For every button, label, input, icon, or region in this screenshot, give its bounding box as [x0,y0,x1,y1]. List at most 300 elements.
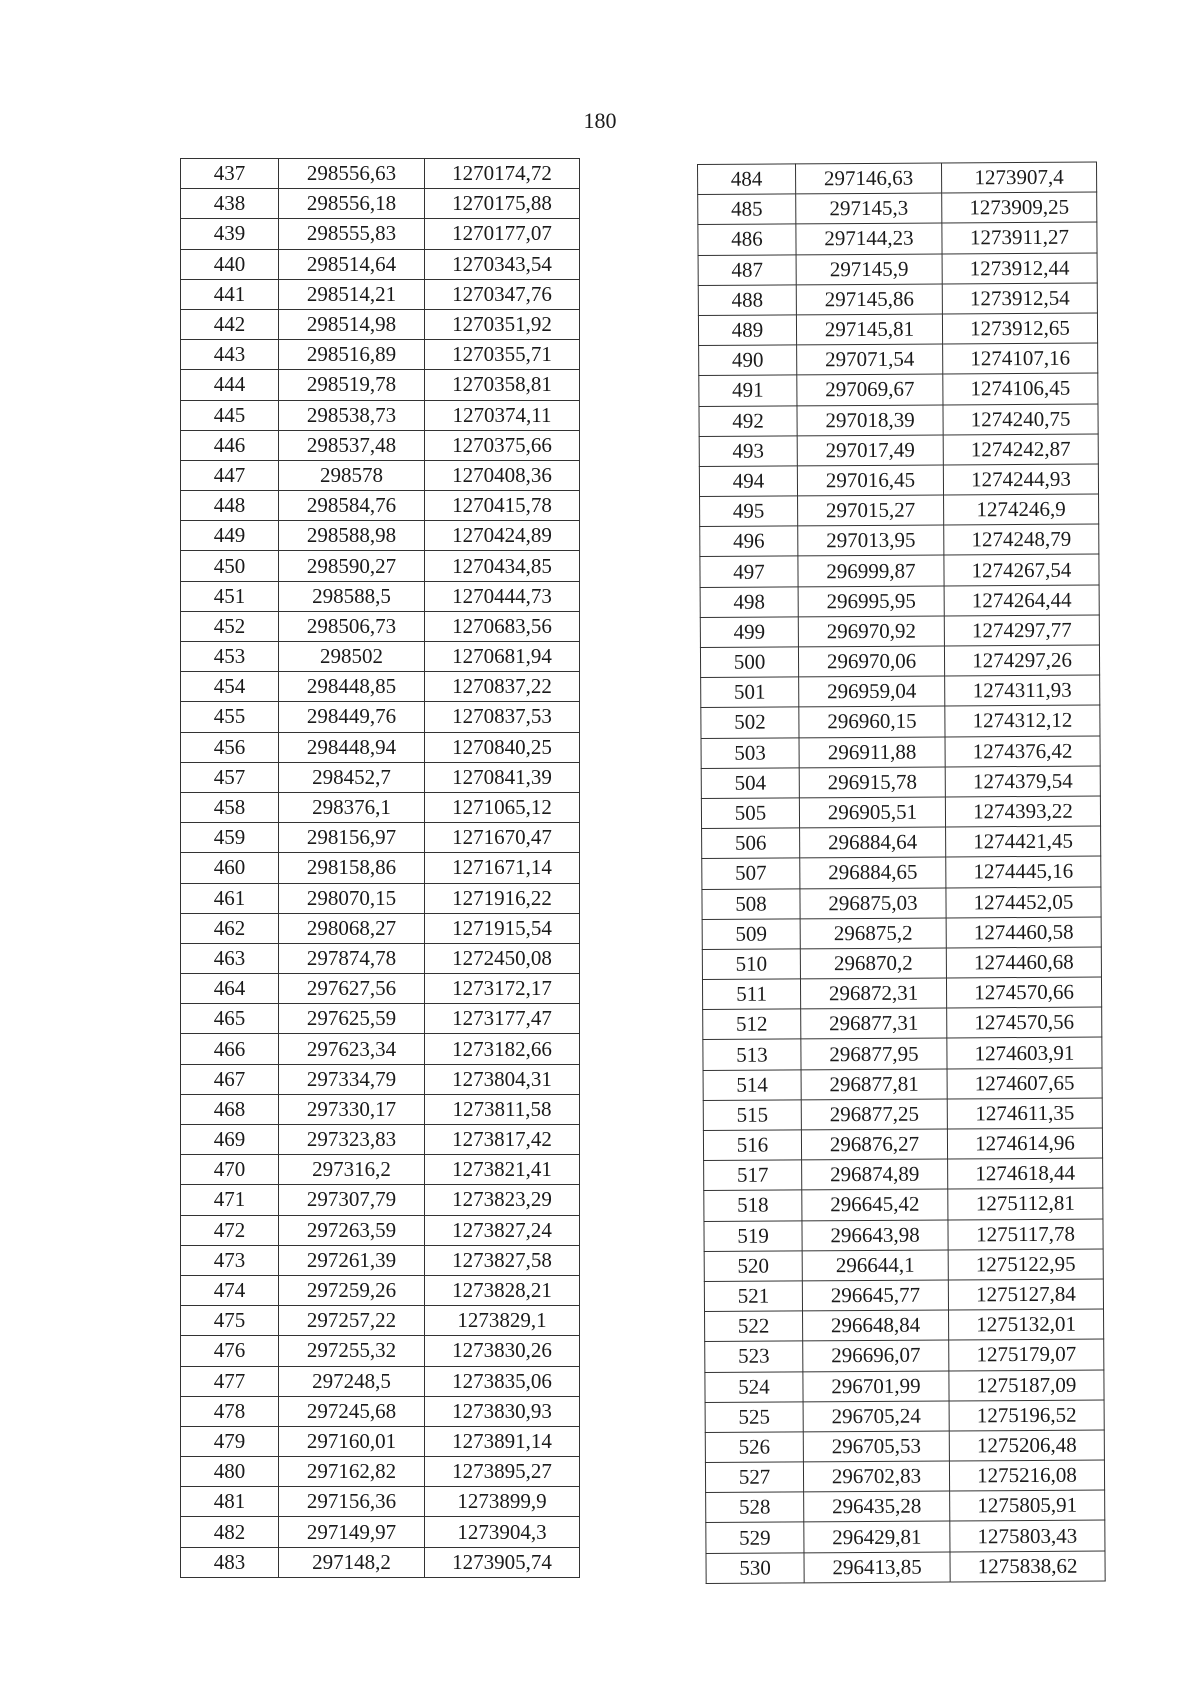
table-row [181,1004,580,1034]
table-row [704,1219,1103,1252]
table-row [181,340,580,370]
point-number-cell: 508 [702,888,800,919]
point-number-cell: 443 [181,340,279,370]
table-row [181,943,580,973]
table-row [181,521,580,551]
table-row [706,1520,1105,1553]
x-coordinate-cell: 296884,64 [800,827,946,858]
y-coordinate-cell: 1273828,21 [425,1275,580,1305]
x-coordinate-cell: 297162,82 [279,1457,425,1487]
point-number-cell: 458 [181,792,279,822]
point-number-cell: 514 [703,1070,801,1101]
table-row [702,856,1101,889]
table-row [701,705,1100,738]
point-number-cell: 473 [181,1245,279,1275]
table-row [181,762,580,792]
x-coordinate-cell: 296702,83 [803,1461,949,1492]
x-coordinate-cell: 298158,86 [279,853,425,883]
x-coordinate-cell: 297018,39 [797,405,943,436]
x-coordinate-cell: 297145,9 [796,254,942,285]
table-row [705,1309,1104,1342]
point-number-cell: 445 [181,400,279,430]
x-coordinate-cell: 296701,99 [803,1370,949,1401]
x-coordinate-cell: 297257,22 [279,1306,425,1336]
point-number-cell: 499 [700,617,798,648]
point-number-cell: 485 [698,194,796,225]
table-row [699,343,1098,376]
point-number-cell: 525 [705,1402,803,1433]
point-number-cell: 512 [703,1009,801,1040]
point-number-cell: 501 [701,677,799,708]
x-coordinate-cell: 298448,94 [279,732,425,762]
point-number-cell: 504 [701,768,799,799]
x-coordinate-cell: 298452,7 [279,762,425,792]
point-number-cell: 449 [181,521,279,551]
point-number-cell: 457 [181,762,279,792]
point-number-cell: 479 [181,1426,279,1456]
y-coordinate-cell: 1275132,01 [949,1309,1104,1340]
table-row [181,1306,580,1336]
point-number-cell: 497 [700,556,798,587]
table-row [699,464,1098,497]
x-coordinate-cell: 297261,39 [279,1245,425,1275]
y-coordinate-cell: 1274393,22 [945,796,1100,827]
point-number-cell: 466 [181,1034,279,1064]
point-number-cell: 484 [698,164,796,195]
x-coordinate-cell: 296877,95 [801,1038,947,1069]
x-coordinate-cell: 296959,04 [799,676,945,707]
point-number-cell: 437 [181,159,279,189]
y-coordinate-cell: 1274379,54 [945,766,1100,797]
table-row [181,491,580,521]
x-coordinate-cell: 297248,5 [279,1366,425,1396]
point-number-cell: 492 [699,405,797,436]
x-coordinate-cell: 297144,23 [796,223,942,254]
y-coordinate-cell: 1275122,95 [948,1249,1103,1280]
point-number-cell: 494 [699,466,797,497]
point-number-cell: 475 [181,1306,279,1336]
table-row [181,1155,580,1185]
point-number-cell: 505 [701,798,799,829]
y-coordinate-cell: 1273835,06 [425,1366,580,1396]
x-coordinate-cell: 298538,73 [279,400,425,430]
table-row [181,1396,580,1426]
y-coordinate-cell: 1275127,84 [948,1279,1103,1310]
point-number-cell: 440 [181,249,279,279]
x-coordinate-cell: 296874,89 [802,1159,948,1190]
point-number-cell: 453 [181,642,279,672]
point-number-cell: 467 [181,1064,279,1094]
x-coordinate-cell: 298506,73 [279,611,425,641]
y-coordinate-cell: 1274618,44 [948,1158,1103,1189]
table-row [181,1275,580,1305]
point-number-cell: 441 [181,279,279,309]
point-number-cell: 455 [181,702,279,732]
x-coordinate-cell: 297323,83 [279,1125,425,1155]
x-coordinate-cell: 296877,31 [801,1008,947,1039]
x-coordinate-cell: 296870,2 [800,948,946,979]
point-number-cell: 523 [705,1341,803,1372]
table-row [181,159,580,189]
table-row [700,585,1099,618]
x-coordinate-cell: 298556,18 [279,189,425,219]
x-coordinate-cell: 298376,1 [279,792,425,822]
y-coordinate-cell: 1273904,3 [425,1517,580,1547]
x-coordinate-cell: 296705,53 [803,1431,949,1462]
table-row [181,1094,580,1124]
table-row [181,1125,580,1155]
point-number-cell: 522 [705,1311,803,1342]
table-row [703,1128,1102,1161]
point-number-cell: 474 [181,1275,279,1305]
x-coordinate-cell: 297145,3 [796,193,942,224]
point-number-cell: 490 [699,345,797,376]
y-coordinate-cell: 1274107,16 [943,343,1098,374]
point-number-cell: 463 [181,943,279,973]
table-row [702,977,1101,1010]
table-row [181,1215,580,1245]
point-number-cell: 459 [181,823,279,853]
x-coordinate-cell: 298070,15 [279,883,425,913]
point-number-cell: 444 [181,370,279,400]
point-number-cell: 503 [701,737,799,768]
y-coordinate-cell: 1270683,56 [425,611,580,641]
y-coordinate-cell: 1273811,58 [425,1094,580,1124]
point-number-cell: 465 [181,1004,279,1034]
point-number-cell: 456 [181,732,279,762]
table-row [181,913,580,943]
y-coordinate-cell: 1273912,44 [942,253,1097,284]
point-number-cell: 450 [181,551,279,581]
y-coordinate-cell: 1274445,16 [946,856,1101,887]
table-row [181,370,580,400]
point-number-cell: 438 [181,189,279,219]
y-coordinate-cell: 1273909,25 [942,192,1097,223]
table-row [705,1430,1104,1463]
x-coordinate-cell: 296872,31 [800,978,946,1009]
table-row [702,887,1101,920]
y-coordinate-cell: 1270444,73 [425,581,580,611]
y-coordinate-cell: 1271915,54 [425,913,580,943]
x-coordinate-cell: 298514,64 [279,249,425,279]
y-coordinate-cell: 1270177,07 [425,219,580,249]
x-coordinate-cell: 298502 [279,642,425,672]
table-row [700,554,1099,587]
x-coordinate-cell: 297316,2 [279,1155,425,1185]
x-coordinate-cell: 296645,42 [802,1189,948,1220]
coordinate-table-right [697,162,1106,1584]
x-coordinate-cell: 298156,97 [279,823,425,853]
point-number-cell: 471 [181,1185,279,1215]
x-coordinate-cell: 297015,27 [798,495,944,526]
y-coordinate-cell: 1270415,78 [425,491,580,521]
point-number-cell: 502 [701,707,799,738]
point-number-cell: 442 [181,309,279,339]
y-coordinate-cell: 1270347,76 [425,279,580,309]
point-number-cell: 491 [699,375,797,406]
table-row [181,400,580,430]
x-coordinate-cell: 298448,85 [279,672,425,702]
x-coordinate-cell: 296648,84 [803,1310,949,1341]
table-row [181,189,580,219]
table-row [698,313,1097,346]
y-coordinate-cell: 1275179,07 [949,1339,1104,1370]
point-number-cell: 520 [704,1251,802,1282]
point-number-cell: 489 [698,315,796,346]
point-number-cell: 526 [705,1432,803,1463]
table-row [705,1400,1104,1433]
x-coordinate-cell: 297330,17 [279,1094,425,1124]
point-number-cell: 527 [705,1462,803,1493]
table-row [181,1185,580,1215]
point-number-cell: 476 [181,1336,279,1366]
point-number-cell: 464 [181,974,279,1004]
x-coordinate-cell: 296915,78 [799,767,945,798]
point-number-cell: 470 [181,1155,279,1185]
point-number-cell: 506 [702,828,800,859]
y-coordinate-cell: 1273907,4 [941,162,1096,193]
x-coordinate-cell: 298514,98 [279,309,425,339]
table-row [181,672,580,702]
x-coordinate-cell: 298555,83 [279,219,425,249]
point-number-cell: 446 [181,430,279,460]
table-row [698,192,1097,225]
y-coordinate-cell: 1273829,1 [425,1306,580,1336]
y-coordinate-cell: 1273912,54 [942,283,1097,314]
point-number-cell: 529 [706,1522,804,1553]
y-coordinate-cell: 1274297,77 [944,615,1099,646]
x-coordinate-cell: 298068,27 [279,913,425,943]
y-coordinate-cell: 1273891,14 [425,1426,580,1456]
x-coordinate-cell: 297259,26 [279,1275,425,1305]
y-coordinate-cell: 1270841,39 [425,762,580,792]
x-coordinate-cell: 296429,81 [804,1521,950,1552]
table-row [702,917,1101,950]
table-row [698,283,1097,316]
table-row [181,219,580,249]
table-row [701,736,1100,769]
page-number: 180 [583,108,617,133]
y-coordinate-cell: 1271670,47 [425,823,580,853]
x-coordinate-cell: 296877,25 [801,1099,947,1130]
table-row [702,947,1101,980]
x-coordinate-cell: 297069,67 [797,374,943,405]
point-number-cell: 513 [703,1039,801,1070]
table-row [181,1336,580,1366]
table-row [698,222,1097,255]
table-row [705,1370,1104,1403]
point-number-cell: 447 [181,460,279,490]
point-number-cell: 468 [181,1094,279,1124]
x-coordinate-cell: 298537,48 [279,430,425,460]
table-row [181,974,580,1004]
x-coordinate-cell: 297146,63 [796,163,942,194]
x-coordinate-cell: 296911,88 [799,737,945,768]
y-coordinate-cell: 1274244,93 [943,464,1098,495]
y-coordinate-cell: 1274264,44 [944,585,1099,616]
x-coordinate-cell: 297148,2 [279,1547,425,1577]
x-coordinate-cell: 297623,34 [279,1034,425,1064]
table-row [702,826,1101,859]
y-coordinate-cell: 1270374,11 [425,400,580,430]
table-row [700,645,1099,678]
y-coordinate-cell: 1274376,42 [945,736,1100,767]
table-row [703,1068,1102,1101]
y-coordinate-cell: 1273172,17 [425,974,580,1004]
x-coordinate-cell: 296970,92 [798,616,944,647]
point-number-cell: 524 [705,1371,803,1402]
x-coordinate-cell: 296435,28 [804,1491,950,1522]
point-number-cell: 515 [703,1100,801,1131]
y-coordinate-cell: 1275206,48 [949,1430,1104,1461]
point-number-cell: 519 [704,1220,802,1251]
table-row [705,1460,1104,1493]
y-coordinate-cell: 1275216,08 [949,1460,1104,1491]
point-number-cell: 530 [706,1552,804,1583]
table-row [181,1245,580,1275]
y-coordinate-cell: 1273823,29 [425,1185,580,1215]
table-row [181,1426,580,1456]
y-coordinate-cell: 1275112,81 [948,1188,1103,1219]
y-coordinate-cell: 1273821,41 [425,1155,580,1185]
y-coordinate-cell: 1273817,42 [425,1125,580,1155]
y-coordinate-cell: 1271065,12 [425,792,580,822]
y-coordinate-cell: 1270358,81 [425,370,580,400]
y-coordinate-cell: 1274614,96 [947,1128,1102,1159]
x-coordinate-cell: 296876,27 [801,1129,947,1160]
y-coordinate-cell: 1273804,31 [425,1064,580,1094]
x-coordinate-cell: 297263,59 [279,1215,425,1245]
y-coordinate-cell: 1275196,52 [949,1400,1104,1431]
y-coordinate-cell: 1274267,54 [944,554,1099,585]
table-row [181,853,580,883]
table-row [700,615,1099,648]
table-row [703,1007,1102,1040]
y-coordinate-cell: 1270343,54 [425,249,580,279]
point-number-cell: 521 [704,1281,802,1312]
y-coordinate-cell: 1275803,43 [950,1520,1105,1551]
x-coordinate-cell: 297149,97 [279,1517,425,1547]
table-row [181,883,580,913]
y-coordinate-cell: 1270837,53 [425,702,580,732]
y-coordinate-cell: 1274246,9 [944,494,1099,525]
point-number-cell: 460 [181,853,279,883]
y-coordinate-cell: 1273177,47 [425,1004,580,1034]
point-number-cell: 462 [181,913,279,943]
table-row [181,1487,580,1517]
table-row [181,581,580,611]
x-coordinate-cell: 296413,85 [804,1552,950,1583]
y-coordinate-cell: 1274297,26 [944,645,1099,676]
y-coordinate-cell: 1273911,27 [942,222,1097,253]
table-row [181,430,580,460]
x-coordinate-cell: 296960,15 [799,706,945,737]
table-row [704,1249,1103,1282]
x-coordinate-cell: 297013,95 [798,525,944,556]
point-number-cell: 482 [181,1517,279,1547]
x-coordinate-cell: 298578 [279,460,425,490]
y-coordinate-cell: 1270351,92 [425,309,580,339]
x-coordinate-cell: 297625,59 [279,1004,425,1034]
point-number-cell: 469 [181,1125,279,1155]
point-number-cell: 477 [181,1366,279,1396]
point-number-cell: 507 [702,858,800,889]
table-row [703,1037,1102,1070]
y-coordinate-cell: 1270424,89 [425,521,580,551]
table-row [699,373,1098,406]
x-coordinate-cell: 297627,56 [279,974,425,1004]
x-coordinate-cell: 296970,06 [798,646,944,677]
y-coordinate-cell: 1271671,14 [425,853,580,883]
y-coordinate-cell: 1274312,12 [945,705,1100,736]
table-row [181,279,580,309]
x-coordinate-cell: 297874,78 [279,943,425,973]
x-coordinate-cell: 298519,78 [279,370,425,400]
y-coordinate-cell: 1274311,93 [945,675,1100,706]
x-coordinate-cell: 297160,01 [279,1426,425,1456]
y-coordinate-cell: 1274607,65 [947,1068,1102,1099]
y-coordinate-cell: 1270408,36 [425,460,580,490]
x-coordinate-cell: 296644,1 [802,1250,948,1281]
table-row [704,1188,1103,1221]
y-coordinate-cell: 1274240,75 [943,404,1098,435]
x-coordinate-cell: 296999,87 [798,555,944,586]
table-row [698,253,1097,286]
point-number-cell: 454 [181,672,279,702]
point-number-cell: 528 [706,1492,804,1523]
x-coordinate-cell: 296696,07 [803,1340,949,1371]
point-number-cell: 487 [698,254,796,285]
point-number-cell: 483 [181,1547,279,1577]
point-number-cell: 516 [703,1130,801,1161]
point-number-cell: 486 [698,224,796,255]
x-coordinate-cell: 298556,63 [279,159,425,189]
y-coordinate-cell: 1273827,58 [425,1245,580,1275]
coordinate-table-left [180,158,580,1578]
point-number-cell: 481 [181,1487,279,1517]
x-coordinate-cell: 297145,81 [796,314,942,345]
table-row [181,1366,580,1396]
point-number-cell: 517 [704,1160,802,1191]
point-number-cell: 480 [181,1457,279,1487]
y-coordinate-cell: 1274421,45 [946,826,1101,857]
y-coordinate-cell: 1273912,65 [942,313,1097,344]
point-number-cell: 452 [181,611,279,641]
x-coordinate-cell: 297145,86 [796,284,942,315]
table-row [706,1551,1105,1584]
y-coordinate-cell: 1275187,09 [949,1370,1104,1401]
table-row [700,494,1099,527]
x-coordinate-cell: 296645,77 [802,1280,948,1311]
x-coordinate-cell: 297255,32 [279,1336,425,1366]
y-coordinate-cell: 1270434,85 [425,551,580,581]
x-coordinate-cell: 297334,79 [279,1064,425,1094]
point-number-cell: 478 [181,1396,279,1426]
point-number-cell: 439 [181,219,279,249]
table-row [705,1339,1104,1372]
y-coordinate-cell: 1273905,74 [425,1547,580,1577]
y-coordinate-cell: 1274570,66 [946,977,1101,1008]
x-coordinate-cell: 297017,49 [797,435,943,466]
y-coordinate-cell: 1274603,91 [947,1037,1102,1068]
point-number-cell: 496 [700,526,798,557]
y-coordinate-cell: 1273827,24 [425,1215,580,1245]
y-coordinate-cell: 1270840,25 [425,732,580,762]
x-coordinate-cell: 298516,89 [279,340,425,370]
table-row [181,460,580,490]
x-coordinate-cell: 298514,21 [279,279,425,309]
y-coordinate-cell: 1274570,56 [947,1007,1102,1038]
